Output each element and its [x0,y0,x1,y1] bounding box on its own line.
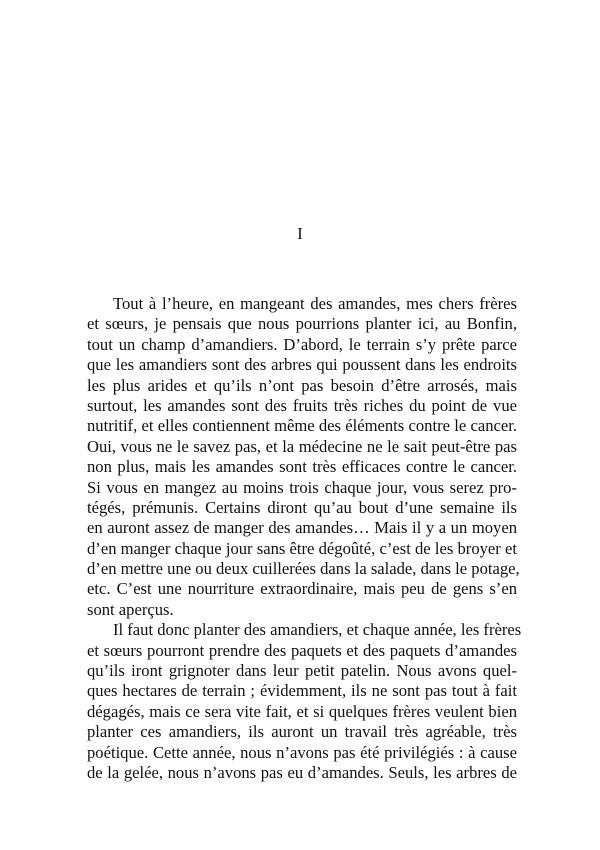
text-line: tégés, prémunis. Certains diront qu’au bout d’une semaine ils [87,497,517,517]
text-line: Il faut donc planter des amandiers, et chaque année, les frères [113,620,522,640]
text-line: d’en mettre une ou deux cuillerées dans la salade, dans le potage, [87,559,520,579]
text-line: Oui, vous ne le savez pas, et la médecine ne le sait peut-être pas [87,436,517,456]
text-line: poétique. Cette année, nous n’avons pas été privilégiés : à cause [87,742,517,762]
text-line: etc. C’est une nourriture extraordinaire, mais peu de gens s’en [87,579,517,599]
chapter-number: I [297,224,303,243]
text-line: les plus arides et qu’ils n’ont pas besoin d’être arrosés, mais [87,375,517,395]
text-line: que les amandiers sont des arbres qui poussent dans les endroits [87,355,517,375]
text-line: tout un champ d’amandiers. D’abord, le terrain s’y prête parce [87,334,517,354]
text-line: Tout à l’heure, en mangeant des amandes, mes chers frères [113,294,517,313]
text-line: Si vous en mangez au moins trois chaque jour, vous serez pro- [87,477,517,497]
text-line: dégagés, mais ce sera vite fait, et si quelques frères veulent bien [87,701,517,721]
text-line: sont aperçus. [87,599,174,619]
text-line: et sœurs pourront prendre des paquets et des paquets d’amandes [87,640,517,660]
text-line: et sœurs, je pensais que nous pourrions planter ici, au Bonfin, [87,314,517,334]
text-line: surtout, les amandes sont des fruits très riches du point de vue [87,395,517,415]
paragraph-1 [87,294,520,620]
text-line: qu’ils iront grignoter dans leur petit patelin. Nous avons quel- [87,661,517,681]
text-line: ques hectares de terrain ; évidemment, ils ne sont pas tout à fait [87,681,517,701]
text-line: non plus, mais les amandes sont très efficaces contre le cancer. [87,457,517,477]
text-line: en auront assez de manger des amandes… Mais il y a un moyen [87,518,517,538]
body-text [87,294,522,783]
text-line: de la gelée, nous n’avons pas eu d’amandes. Seuls, les arbres de [87,762,517,782]
text-line: planter ces amandiers, ils auront un travail très agréable, très [87,722,517,742]
text-line: d’en manger chaque jour sans être dégoûté, c’est de les broyer et [87,538,517,558]
paragraph-2 [87,620,522,783]
text-line: nutritif, et elles contiennent même des éléments contre le cancer. [87,416,517,436]
